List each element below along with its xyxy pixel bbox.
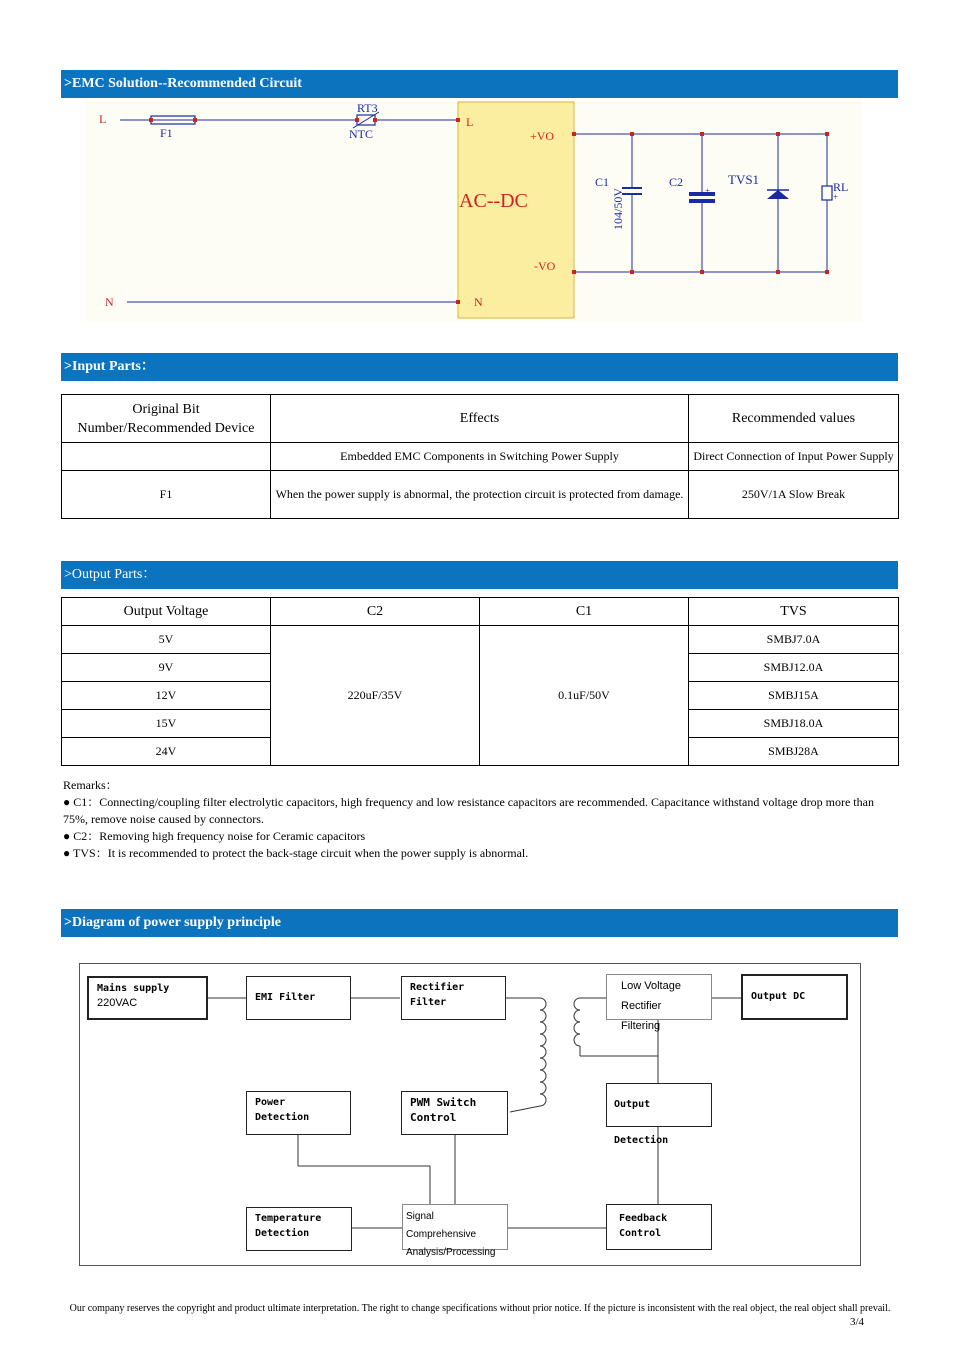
cell-tvs: SMBJ28A: [689, 738, 899, 766]
table-row: [62, 443, 899, 471]
cell-voltage: 5V: [62, 626, 271, 654]
block-pwm-switch-control: PWM Switch Control: [401, 1091, 508, 1135]
remark-item-c1: ● C1：Connecting/coupling filter electrolytic capacitors, high frequency and low resistance capacitors are recommended. Capacitance withstand voltage drop more than 75%, remove noise caused by connectors.: [63, 795, 874, 826]
block-mains-label: Mains supply: [97, 983, 170, 994]
remark-item-tvs: ● TVS：It is recommended to protect the back-stage circuit when the power supply is abnormal.: [63, 846, 529, 860]
label-rl: RL: [833, 180, 849, 194]
table-row: [62, 626, 899, 654]
cell-voltage: 15V: [62, 710, 271, 738]
label-f1: F1: [160, 126, 173, 140]
output-parts-table: [61, 597, 899, 766]
block-low-voltage-line2: Rectifier Filtering: [621, 1000, 662, 1032]
header-effects: Effects: [271, 395, 689, 443]
header-tvs: TVS: [689, 598, 899, 626]
label-c1: C1: [595, 175, 610, 189]
label-tvs1: TVS1: [728, 172, 760, 187]
block-output-detection: Output Detection: [606, 1083, 712, 1127]
block-low-voltage-line1: Low Voltage: [621, 980, 681, 992]
cell-effects: Embedded EMC Components in Switching Power Supply: [271, 443, 689, 471]
cell-voltage: 24V: [62, 738, 271, 766]
cell-recommended: Direct Connection of Input Power Supply: [689, 443, 899, 471]
section-header-emc: >EMC Solution--Recommended Circuit: [61, 70, 898, 98]
label-ac-dc: AC--DC: [459, 190, 528, 212]
table-header-row: [62, 395, 899, 443]
label-vo-plus: +VO: [530, 129, 555, 143]
cell-device: F1: [62, 471, 271, 519]
label-vo-minus: -VO: [534, 259, 556, 273]
cell-tvs: SMBJ12.0A: [689, 654, 899, 682]
block-signal-analysis: [402, 1204, 508, 1258]
svg-text:+: +: [833, 192, 839, 202]
power-supply-principle-diagram: [79, 963, 861, 1266]
label-l-in: L: [99, 112, 107, 126]
section-header-output: >Output Parts：: [61, 561, 898, 589]
cell-voltage: 12V: [62, 682, 271, 710]
cell-tvs: SMBJ15A: [689, 682, 899, 710]
load-rl-symbol: [822, 186, 832, 200]
block-mains-supply: [87, 976, 208, 1020]
cell-device: [62, 443, 271, 471]
remarks-title: Remarks：: [63, 778, 118, 792]
block-rectifier-filter: Rectifier Filter: [401, 976, 506, 1020]
header-output-voltage: Output Voltage: [62, 598, 271, 626]
label-rt3: RT3: [357, 101, 378, 115]
emc-circuit-diagram: [85, 100, 862, 322]
section-header-input: >Input Parts：: [61, 353, 898, 381]
remark-item-c2: ● C2：Removing high frequency noise for Ceramic capacitors: [63, 829, 366, 843]
block-signal-line2: Analysis/Processing: [406, 1247, 496, 1258]
table-row: [62, 471, 899, 519]
cell-c1-value: 0.1uF/50V: [480, 626, 689, 766]
header-device: Original Bit Number/Recommended Device: [62, 395, 271, 443]
block-emi-filter: EMI Filter: [246, 976, 351, 1020]
page-number: 3/4: [850, 1316, 865, 1328]
header-c1: C1: [480, 598, 689, 626]
cell-recommended: 250V/1A Slow Break: [689, 471, 899, 519]
table-header-row: [62, 598, 899, 626]
cell-effects: When the power supply is abnormal, the protection circuit is protected from damage.: [271, 471, 689, 519]
label-c2: C2: [669, 175, 684, 189]
header-recommended: Recommended values: [689, 395, 899, 443]
block-low-voltage-rectifier: [606, 974, 712, 1032]
block-feedback-control: Feedback Control: [606, 1204, 712, 1250]
footer-disclaimer: Our company reserves the copyright and product ultimate interpretation. The right to change specifications without prior notice. If the picture is inconsistent with the real object, the real object shall prevail.: [69, 1303, 891, 1314]
cell-c2-value: 220uF/35V: [271, 626, 480, 766]
label-ntc: NTC: [349, 127, 373, 141]
label-c1-value: 104/50V: [611, 188, 625, 230]
header-c2: C2: [271, 598, 480, 626]
cell-tvs: SMBJ18.0A: [689, 710, 899, 738]
block-power-detection: Power Detection: [246, 1091, 351, 1135]
block-temperature-detection: Temperature Detection: [246, 1207, 352, 1251]
label-n-out: N: [474, 295, 483, 309]
cell-tvs: SMBJ7.0A: [689, 626, 899, 654]
input-parts-table: [61, 394, 899, 519]
block-mains-sub: 220VAC: [97, 997, 138, 1009]
block-signal-line1: Signal Comprehensive: [406, 1211, 477, 1240]
label-n-in: N: [105, 295, 114, 309]
section-header-principle: >Diagram of power supply principle: [61, 909, 898, 937]
block-output-dc: Output DC: [741, 974, 848, 1020]
circuit-svg: [85, 100, 862, 322]
svg-text:+: +: [705, 186, 711, 196]
remarks: [63, 777, 893, 862]
cell-voltage: 9V: [62, 654, 271, 682]
label-l-out: L: [466, 115, 474, 129]
